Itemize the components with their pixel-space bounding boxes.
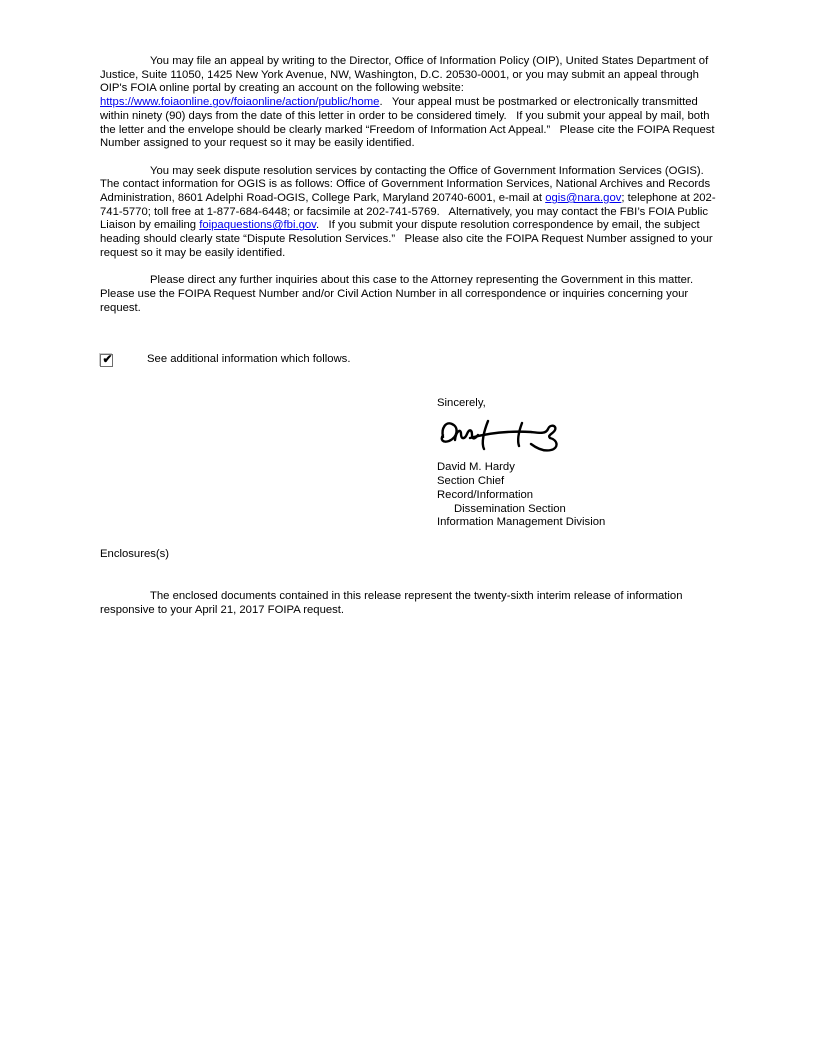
additional-info-row	[100, 353, 723, 367]
ogis-email-link[interactable]: ogis@nara.gov	[545, 192, 622, 205]
additional-info-label: See additional information which follows.	[147, 353, 351, 366]
paragraph-interim-release: The enclosed documents contained in this release represent the twenty-sixth interim release of information responsive to your April 21, 2017 FOIPA request.	[100, 589, 686, 616]
signature-block	[437, 397, 723, 530]
signer-division: Information Management Division	[437, 516, 606, 529]
signer-unit-line-2: Dissemination Section	[454, 502, 566, 515]
signer-unit-line-1: Record/Information	[437, 488, 534, 501]
dispute-text-2: ; telephone at 202-741-5770; toll free at 1-877-684-6448; or facsimile at 202-741-5769. Alternatively, you may contact the FBI’s FOIA Public Liaison by emailing	[100, 192, 716, 232]
handwritten-signature-icon	[434, 416, 564, 458]
appeal-text-2: . Your appeal must be postmarked or electronically transmitted within ninety (90) days from the date of this letter in order to be considered timely. If you submit your appeal by mail, both the letter and the envelope should be clearly marked “Freedom of Information Act Appeal.” Please cite the FOIPA Request Number assigned to your request so it may be easily identified.	[100, 96, 718, 150]
check-icon: ✔	[102, 351, 113, 366]
paragraph-appeal	[100, 55, 723, 151]
foipa-questions-email-link[interactable]: foipaquestions@fbi.gov	[199, 219, 316, 232]
dispute-text-1: You may seek dispute resolution services by contacting the Office of Government Information Services (OGIS). The contact information for OGIS is as follows: Office of Government Information Services, National Archives and Records Administration, 8601 Adelphi Road-OGIS, College Park, Maryland 20740-6001, e-mail at	[100, 164, 714, 205]
paragraph-dispute-resolution	[100, 165, 723, 261]
signer-title: Section Chief	[437, 474, 505, 487]
paragraph-inquiries: Please direct any further inquiries about this case to the Attorney representing the Government in this matter. Please use the FOIPA Request Number and/or Civil Action Number in all correspondence or inquiries concerning your request.	[100, 274, 703, 314]
signer-name: David M. Hardy	[437, 461, 515, 474]
dispute-text-3: . If you submit your dispute resolution correspondence by email, the subject heading should clearly state “Dispute Resolution Services.” Please also cite the FOIPA Request Number assigned to your request so it may be easily identified.	[100, 219, 716, 259]
closing-salutation: Sincerely,	[437, 397, 486, 410]
additional-info-checkbox[interactable]	[100, 351, 113, 367]
enclosures-note: Enclosures(s)	[100, 548, 170, 561]
appeal-text-1: You may file an appeal by writing to the Director, Office of Information Policy (OIP), United States Department of Justice, Suite 11050, 1425 New York Avenue, NW, Washington, D.C. 20530-0001, or you may submit an appeal through OIP's FOIA online portal by creating an account on the following website:	[100, 55, 712, 95]
foia-online-portal-link[interactable]: https://www.foiaonline.gov/foiaonline/action/public/home	[100, 96, 380, 109]
